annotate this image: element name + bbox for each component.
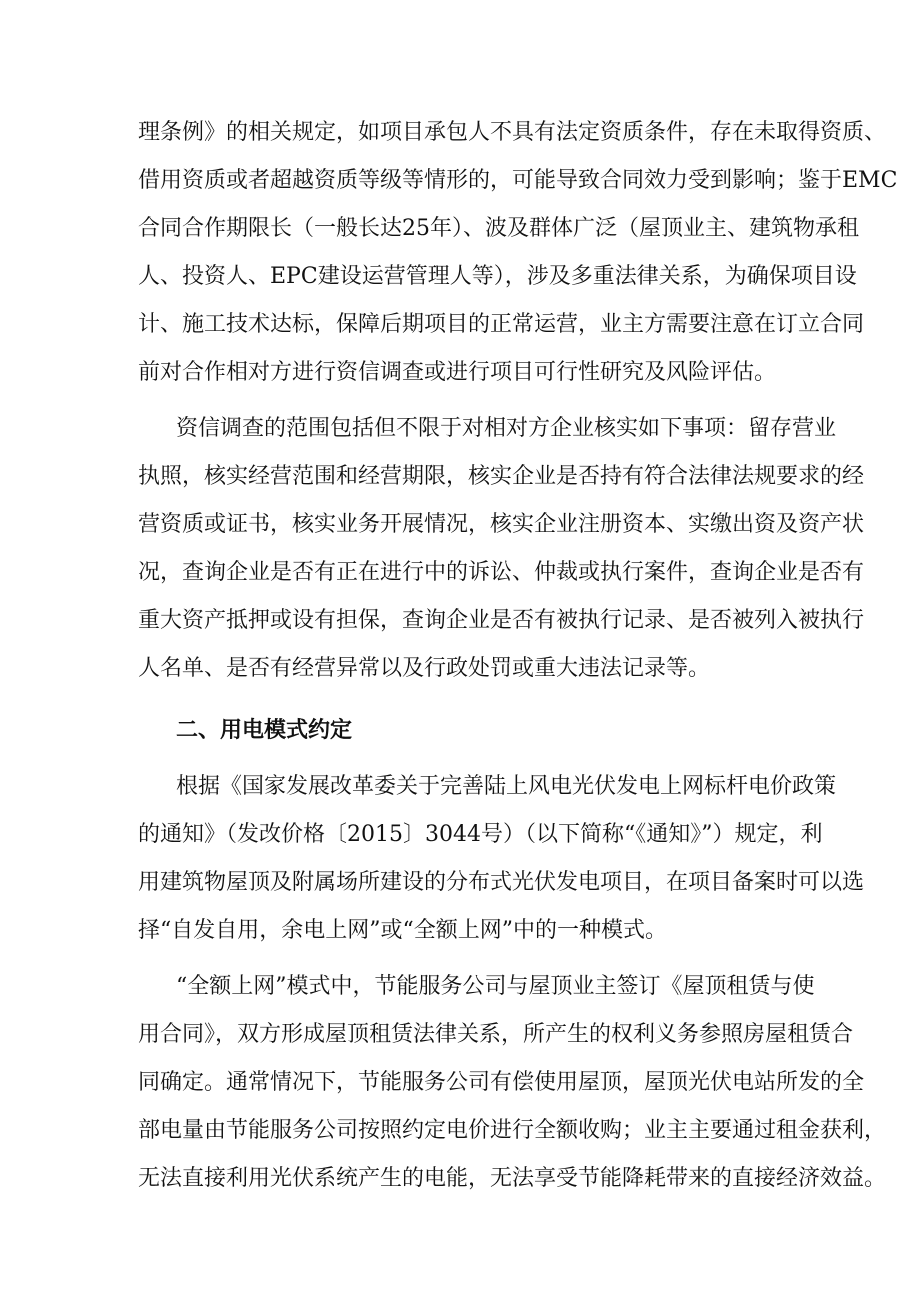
paragraph-1-line-1: 理条例》的相关规定，如项目承包人不具有法定资质条件，存在未取得资质、 bbox=[138, 120, 887, 145]
paragraph-3-line-4: 择“自发自用，余电上网”或“全额上网”中的一种模式。 bbox=[138, 918, 667, 943]
paragraph-4-line-2: 用合同》，双方形成屋顶租赁法律关系，所产生的权利义务参照房屋租赁合 bbox=[138, 1022, 854, 1047]
paragraph-2-line-3: 营资质或证书，核实业务开展情况，核实企业注册资本、实缴出资及资产状 bbox=[138, 512, 865, 537]
paragraph-1-line-3: 合同合作期限长（一般长达25年）、波及群体广泛（屋顶业主、建筑物承租 bbox=[138, 216, 859, 241]
paragraph-1-line-5: 计、施工技术达标，保障后期项目的正常运营，业主方需要注意在订立合同 bbox=[138, 312, 865, 337]
paragraph-1-line-4: 人、投资人、EPC建设运营管理人等），涉及多重法律关系，为确保项目设 bbox=[138, 264, 857, 289]
paragraph-1-line-2: 借用资质或者超越资质等级等情形的，可能导致合同效力受到影响；鉴于EMC bbox=[138, 168, 898, 193]
paragraph-4-line-5: 无法直接利用光伏系统产生的电能，无法享受节能降耗带来的直接经济效益。 bbox=[138, 1166, 887, 1191]
paragraph-4-line-4: 部电量由节能服务公司按照约定电价进行全额收购；业主主要通过租金获利， bbox=[138, 1118, 887, 1143]
paragraph-2-line-6: 人名单、是否有经营异常以及行政处罚或重大违法记录等。 bbox=[138, 656, 711, 681]
paragraph-1-line-6: 前对合作相对方进行资信调查或进行项目可行性研究及风险评估。 bbox=[138, 360, 777, 385]
paragraph-3-line-1: 根据《国家发展改革委关于完善陆上风电光伏发电上网标杆电价政策 bbox=[176, 774, 837, 799]
paragraph-2-line-2: 执照，核实经营范围和经营期限，核实企业是否持有符合法律法规要求的经 bbox=[138, 464, 865, 489]
paragraph-4-line-1: “全额上网”模式中，节能服务公司与屋顶业主签订《屋顶租赁与使 bbox=[176, 974, 815, 999]
paragraph-2-line-4: 况，查询企业是否有正在进行中的诉讼、仲裁或执行案件，查询企业是否有 bbox=[138, 560, 865, 585]
paragraph-4-line-3: 同确定。通常情况下，节能服务公司有偿使用屋顶，屋顶光伏电站所发的全 bbox=[138, 1070, 865, 1095]
paragraph-2-line-5: 重大资产抵押或设有担保，查询企业是否有被执行记录、是否被列入被执行 bbox=[138, 608, 865, 633]
paragraph-2-line-1: 资信调查的范围包括但不限于对相对方企业核实如下事项：留存营业 bbox=[176, 416, 837, 441]
paragraph-3-line-2: 的通知》（发改价格〔2015〕3044号）（以下简称“《通知》”）规定，利 bbox=[138, 822, 823, 847]
paragraph-3-line-3: 用建筑物屋顶及附属场所建设的分布式光伏发电项目，在项目备案时可以选 bbox=[138, 870, 865, 895]
section-heading: 二、用电模式约定 bbox=[176, 718, 353, 743]
